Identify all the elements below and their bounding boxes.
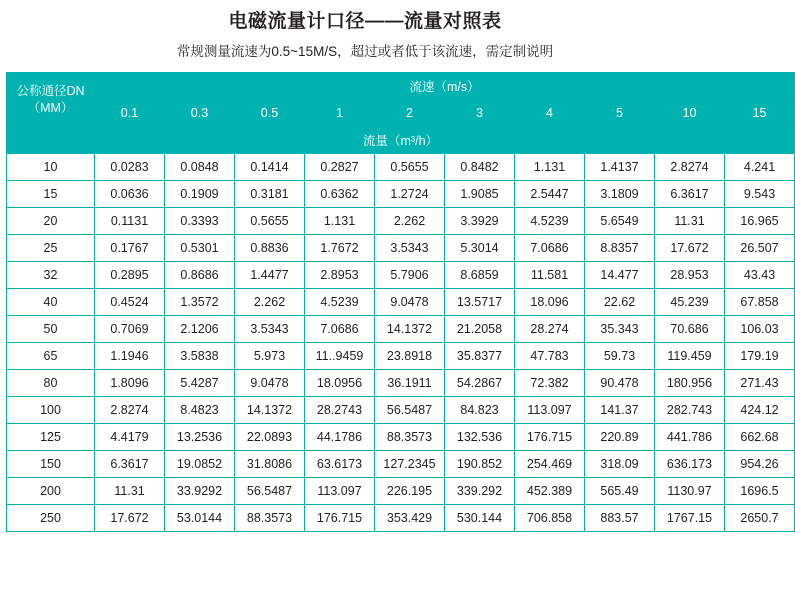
cell-flow: 1.131 [515, 154, 585, 181]
cell-dn: 15 [7, 181, 95, 208]
table-header-row-2 [7, 100, 795, 127]
cell-flow: 5.973 [235, 343, 305, 370]
cell-flow: 35.8377 [445, 343, 515, 370]
cell-flow: 56.5487 [375, 397, 445, 424]
cell-flow: 220.89 [585, 424, 655, 451]
cell-flow: 31.8086 [235, 451, 305, 478]
cell-flow: 1696.5 [725, 478, 795, 505]
cell-flow: 1.1946 [95, 343, 165, 370]
cell-flow: 254.469 [515, 451, 585, 478]
header-velocity-7: 5 [585, 100, 655, 127]
cell-flow: 35.343 [585, 316, 655, 343]
cell-flow: 0.2827 [305, 154, 375, 181]
cell-flow: 0.8482 [445, 154, 515, 181]
cell-flow: 26.507 [725, 235, 795, 262]
cell-flow: 5.3014 [445, 235, 515, 262]
cell-flow: 70.686 [655, 316, 725, 343]
cell-flow: 0.1414 [235, 154, 305, 181]
cell-flow: 56.5487 [235, 478, 305, 505]
cell-flow: 28.2743 [305, 397, 375, 424]
cell-flow: 11..9459 [305, 343, 375, 370]
cell-flow: 67.858 [725, 289, 795, 316]
cell-dn: 40 [7, 289, 95, 316]
cell-flow: 18.0956 [305, 370, 375, 397]
table-row [7, 262, 795, 289]
cell-flow: 4.241 [725, 154, 795, 181]
table-row [7, 451, 795, 478]
cell-flow: 452.389 [515, 478, 585, 505]
cell-flow: 0.1131 [95, 208, 165, 235]
cell-flow: 53.0144 [165, 505, 235, 532]
cell-dn: 125 [7, 424, 95, 451]
cell-flow: 14.477 [585, 262, 655, 289]
flow-band-label: 流量（m³/h） [7, 127, 795, 154]
cell-flow: 17.672 [655, 235, 725, 262]
cell-flow: 22.0893 [235, 424, 305, 451]
cell-flow: 84.823 [445, 397, 515, 424]
cell-flow: 2.8274 [655, 154, 725, 181]
cell-flow: 127.2345 [375, 451, 445, 478]
cell-flow: 1.4477 [235, 262, 305, 289]
cell-flow: 0.3181 [235, 181, 305, 208]
cell-flow: 132.536 [445, 424, 515, 451]
cell-flow: 180.956 [655, 370, 725, 397]
cell-flow: 2.5447 [515, 181, 585, 208]
table-row [7, 424, 795, 451]
cell-flow: 0.1909 [165, 181, 235, 208]
table-row [7, 154, 795, 181]
cell-flow: 226.195 [375, 478, 445, 505]
cell-flow: 1.9085 [445, 181, 515, 208]
table-header-row-1 [7, 73, 795, 100]
cell-flow: 13.5717 [445, 289, 515, 316]
header-velocity-5: 3 [445, 100, 515, 127]
cell-flow: 63.6173 [305, 451, 375, 478]
cell-flow: 1.8096 [95, 370, 165, 397]
cell-flow: 16.965 [725, 208, 795, 235]
cell-dn: 25 [7, 235, 95, 262]
cell-flow: 11.581 [515, 262, 585, 289]
header-velocity-1: 0.3 [165, 100, 235, 127]
table-flow-band-row [7, 127, 795, 154]
cell-flow: 88.3573 [375, 424, 445, 451]
cell-dn: 150 [7, 451, 95, 478]
cell-flow: 47.783 [515, 343, 585, 370]
table-header [7, 73, 795, 154]
cell-flow: 176.715 [305, 505, 375, 532]
cell-flow: 72.382 [515, 370, 585, 397]
header-nominal-diameter [7, 73, 95, 127]
cell-flow: 441.786 [655, 424, 725, 451]
cell-flow: 0.7069 [95, 316, 165, 343]
cell-flow: 4.5239 [515, 208, 585, 235]
cell-flow: 424.12 [725, 397, 795, 424]
header-velocity-8: 10 [655, 100, 725, 127]
cell-flow: 565.49 [585, 478, 655, 505]
header-dn-line1: 公称通径DN [16, 83, 85, 98]
cell-flow: 0.0283 [95, 154, 165, 181]
cell-flow: 2.8274 [95, 397, 165, 424]
cell-dn: 32 [7, 262, 95, 289]
cell-flow: 6.3617 [655, 181, 725, 208]
cell-flow: 11.31 [95, 478, 165, 505]
cell-dn: 200 [7, 478, 95, 505]
cell-flow: 119.459 [655, 343, 725, 370]
cell-flow: 0.0636 [95, 181, 165, 208]
cell-flow: 1.2724 [375, 181, 445, 208]
cell-flow: 5.6549 [585, 208, 655, 235]
cell-flow: 9.543 [725, 181, 795, 208]
cell-flow: 2.262 [235, 289, 305, 316]
cell-flow: 0.2895 [95, 262, 165, 289]
cell-flow: 3.5343 [375, 235, 445, 262]
cell-flow: 4.4179 [95, 424, 165, 451]
cell-flow: 3.1809 [585, 181, 655, 208]
cell-flow: 1130.97 [655, 478, 725, 505]
cell-flow: 7.0686 [305, 316, 375, 343]
cell-flow: 282.743 [655, 397, 725, 424]
cell-flow: 54.2867 [445, 370, 515, 397]
table-row [7, 397, 795, 424]
table-row [7, 343, 795, 370]
cell-dn: 250 [7, 505, 95, 532]
cell-flow: 2.262 [375, 208, 445, 235]
cell-flow: 2.1206 [165, 316, 235, 343]
cell-flow: 2.8953 [305, 262, 375, 289]
header-velocity-9: 15 [725, 100, 795, 127]
cell-flow: 4.5239 [305, 289, 375, 316]
cell-flow: 5.7906 [375, 262, 445, 289]
cell-flow: 1.4137 [585, 154, 655, 181]
cell-flow: 706.858 [515, 505, 585, 532]
cell-flow: 8.6859 [445, 262, 515, 289]
cell-flow: 1.7672 [305, 235, 375, 262]
header-velocity: 流速（m/s） [95, 73, 795, 100]
table-row [7, 181, 795, 208]
cell-flow: 0.8686 [165, 262, 235, 289]
cell-flow: 318.09 [585, 451, 655, 478]
cell-flow: 0.6362 [305, 181, 375, 208]
cell-flow: 0.0848 [165, 154, 235, 181]
cell-flow: 36.1911 [375, 370, 445, 397]
cell-dn: 10 [7, 154, 95, 181]
cell-flow: 17.672 [95, 505, 165, 532]
cell-flow: 0.1767 [95, 235, 165, 262]
cell-flow: 0.3393 [165, 208, 235, 235]
header-velocity-4: 2 [375, 100, 445, 127]
cell-flow: 0.5655 [375, 154, 445, 181]
cell-flow: 1.3572 [165, 289, 235, 316]
cell-flow: 28.274 [515, 316, 585, 343]
cell-flow: 14.1372 [375, 316, 445, 343]
cell-flow: 90.478 [585, 370, 655, 397]
cell-flow: 0.5301 [165, 235, 235, 262]
header-velocity-3: 1 [305, 100, 375, 127]
cell-flow: 33.9292 [165, 478, 235, 505]
header-velocity-6: 4 [515, 100, 585, 127]
cell-flow: 141.37 [585, 397, 655, 424]
cell-flow: 530.144 [445, 505, 515, 532]
table-row [7, 289, 795, 316]
table-row [7, 505, 795, 532]
cell-flow: 3.5343 [235, 316, 305, 343]
table-row [7, 316, 795, 343]
cell-flow: 9.0478 [375, 289, 445, 316]
cell-flow: 44.1786 [305, 424, 375, 451]
cell-flow: 19.0852 [165, 451, 235, 478]
cell-flow: 6.3617 [95, 451, 165, 478]
cell-flow: 88.3573 [235, 505, 305, 532]
cell-flow: 21.2058 [445, 316, 515, 343]
header-velocity-0: 0.1 [95, 100, 165, 127]
cell-dn: 50 [7, 316, 95, 343]
page-title: 电磁流量计口径——流量对照表 [228, 11, 502, 32]
cell-flow: 113.097 [515, 397, 585, 424]
cell-flow: 3.5838 [165, 343, 235, 370]
cell-flow: 0.5655 [235, 208, 305, 235]
cell-flow: 179.19 [725, 343, 795, 370]
page-subtitle: 常规测量流速为0.5~15M/S，超过或者低于该流速，需定制说明 [176, 44, 554, 59]
cell-flow: 28.953 [655, 262, 725, 289]
cell-dn: 100 [7, 397, 95, 424]
cell-flow: 0.8836 [235, 235, 305, 262]
cell-flow: 1767.15 [655, 505, 725, 532]
cell-flow: 8.8357 [585, 235, 655, 262]
cell-flow: 106.03 [725, 316, 795, 343]
table-row [7, 208, 795, 235]
document-page [0, 8, 779, 532]
cell-flow: 883.57 [585, 505, 655, 532]
cell-flow: 22.62 [585, 289, 655, 316]
cell-flow: 14.1372 [235, 397, 305, 424]
cell-dn: 80 [7, 370, 95, 397]
cell-flow: 271.43 [725, 370, 795, 397]
cell-flow: 0.4524 [95, 289, 165, 316]
cell-flow: 176.715 [515, 424, 585, 451]
cell-flow: 190.852 [445, 451, 515, 478]
header-dn-line2: （MM） [27, 100, 74, 115]
cell-flow: 113.097 [305, 478, 375, 505]
cell-flow: 23.8918 [375, 343, 445, 370]
cell-flow: 1.131 [305, 208, 375, 235]
cell-flow: 9.0478 [235, 370, 305, 397]
cell-flow: 339.292 [445, 478, 515, 505]
table-row [7, 370, 795, 397]
cell-flow: 8.4823 [165, 397, 235, 424]
table-row [7, 478, 795, 505]
cell-flow: 59.73 [585, 343, 655, 370]
table-row [7, 235, 795, 262]
cell-flow: 18.096 [515, 289, 585, 316]
cell-flow: 636.173 [655, 451, 725, 478]
cell-flow: 3.3929 [445, 208, 515, 235]
cell-flow: 353.429 [375, 505, 445, 532]
cell-flow: 43.43 [725, 262, 795, 289]
table-body [7, 154, 795, 532]
cell-flow: 2650.7 [725, 505, 795, 532]
cell-flow: 11.31 [655, 208, 725, 235]
cell-flow: 13.2536 [165, 424, 235, 451]
cell-flow: 954.26 [725, 451, 795, 478]
cell-flow: 662.68 [725, 424, 795, 451]
header-velocity-2: 0.5 [235, 100, 305, 127]
cell-flow: 5.4287 [165, 370, 235, 397]
cell-flow: 7.0686 [515, 235, 585, 262]
cell-dn: 65 [7, 343, 95, 370]
cell-dn: 20 [7, 208, 95, 235]
cell-flow: 45.239 [655, 289, 725, 316]
flow-rate-table [6, 72, 795, 532]
